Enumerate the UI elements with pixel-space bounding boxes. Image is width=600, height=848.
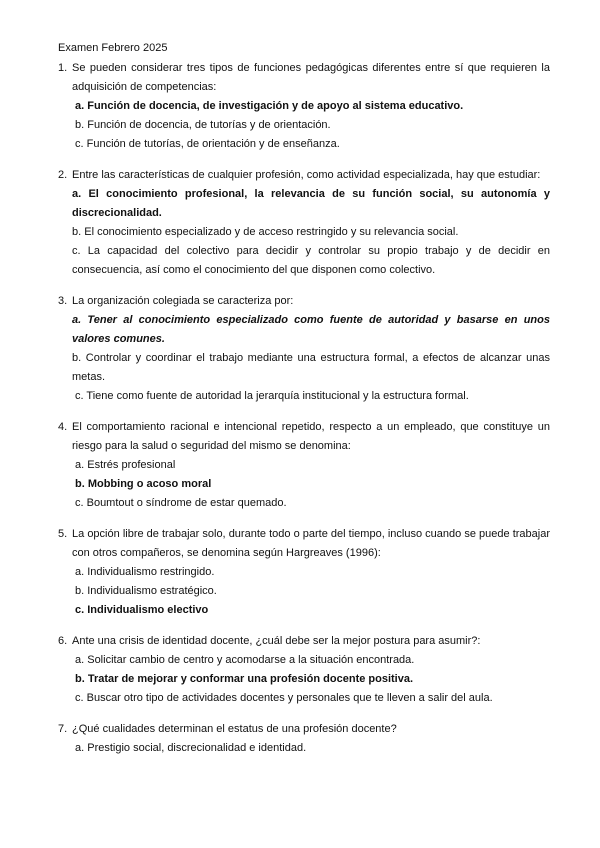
option-b: b. El conocimiento especializado y de acceso restringido y su relevancia social. xyxy=(72,226,459,238)
question-number: 1. xyxy=(58,62,68,74)
question-1 xyxy=(58,59,550,154)
exam-title: Examen Febrero 2025 xyxy=(58,42,168,54)
question-4 xyxy=(58,418,550,513)
option-c: c. La capacidad del colectivo para decidir y controlar su propio trabajo y de decidir en consecuencia, así como el conocimiento del que disponen como colectivo. xyxy=(72,245,550,276)
question-text: Entre las características de cualquier profesión, como actividad especializada, hay que estudiar: xyxy=(72,169,541,181)
document-page xyxy=(58,38,550,770)
question-number: 5. xyxy=(58,528,68,540)
question-text: La opción libre de trabajar solo, durante todo o parte del tiempo, incluso cuando se puede trabajar con otros compañeros, se denomina según Hargreaves (1996): xyxy=(72,528,550,559)
question-text: La organización colegiada se caracteriza por: xyxy=(72,295,294,307)
question-7 xyxy=(58,720,550,758)
question-text: Se pueden considerar tres tipos de funciones pedagógicas diferentes entre sí que requieren la adquisición de competencias: xyxy=(72,62,550,93)
option-a: a. Estrés profesional xyxy=(75,459,176,471)
option-c: c. Tiene como fuente de autoridad la jerarquía institucional y la estructura formal. xyxy=(75,390,469,402)
question-text: ¿Qué cualidades determinan el estatus de una profesión docente? xyxy=(72,723,397,735)
question-2 xyxy=(58,166,550,280)
question-6 xyxy=(58,632,550,708)
option-a: a. Función de docencia, de investigación y de apoyo al sistema educativo. xyxy=(75,100,464,112)
option-b: b. Individualismo estratégico. xyxy=(75,585,217,597)
option-c: c. Buscar otro tipo de actividades docentes y personales que te lleven a salir del aula. xyxy=(75,692,493,704)
option-a: a. Prestigio social, discrecionalidad e identidad. xyxy=(75,742,307,754)
option-b: b. Tratar de mejorar y conformar una profesión docente positiva. xyxy=(75,673,414,685)
option-b: b. Mobbing o acoso moral xyxy=(75,478,212,490)
option-c: c. Boumtout o síndrome de estar quemado. xyxy=(75,497,287,509)
question-number: 2. xyxy=(58,169,68,181)
question-number: 6. xyxy=(58,635,68,647)
option-a: a. Individualismo restringido. xyxy=(75,566,215,578)
question-number: 4. xyxy=(58,421,68,433)
question-5 xyxy=(58,525,550,620)
option-c: c. Individualismo electivo xyxy=(75,604,209,616)
question-text: Ante una crisis de identidad docente, ¿cuál debe ser la mejor postura para asumir?: xyxy=(72,635,481,647)
question-number: 7. xyxy=(58,723,68,735)
question-text: El comportamiento racional e intencional repetido, respecto a un empleado, que constituye un riesgo para la salud o seguridad del mismo se denomina: xyxy=(72,421,550,452)
option-c: c. Función de tutorías, de orientación y de enseñanza. xyxy=(75,138,340,150)
option-a: a. El conocimiento profesional, la relevancia de su función social, su autonomía y discrecionalidad. xyxy=(72,188,550,219)
option-b: b. Función de docencia, de tutorías y de orientación. xyxy=(75,119,331,131)
question-3 xyxy=(58,292,550,406)
option-a: a. Tener al conocimiento especializado como fuente de autoridad y basarse en unos valores comunes. xyxy=(72,314,550,345)
question-number: 3. xyxy=(58,295,68,307)
option-a: a. Solicitar cambio de centro y acomodarse a la situación encontrada. xyxy=(75,654,415,666)
option-b: b. Controlar y coordinar el trabajo mediante una estructura formal, a efectos de alcanzar unas metas. xyxy=(72,352,550,383)
